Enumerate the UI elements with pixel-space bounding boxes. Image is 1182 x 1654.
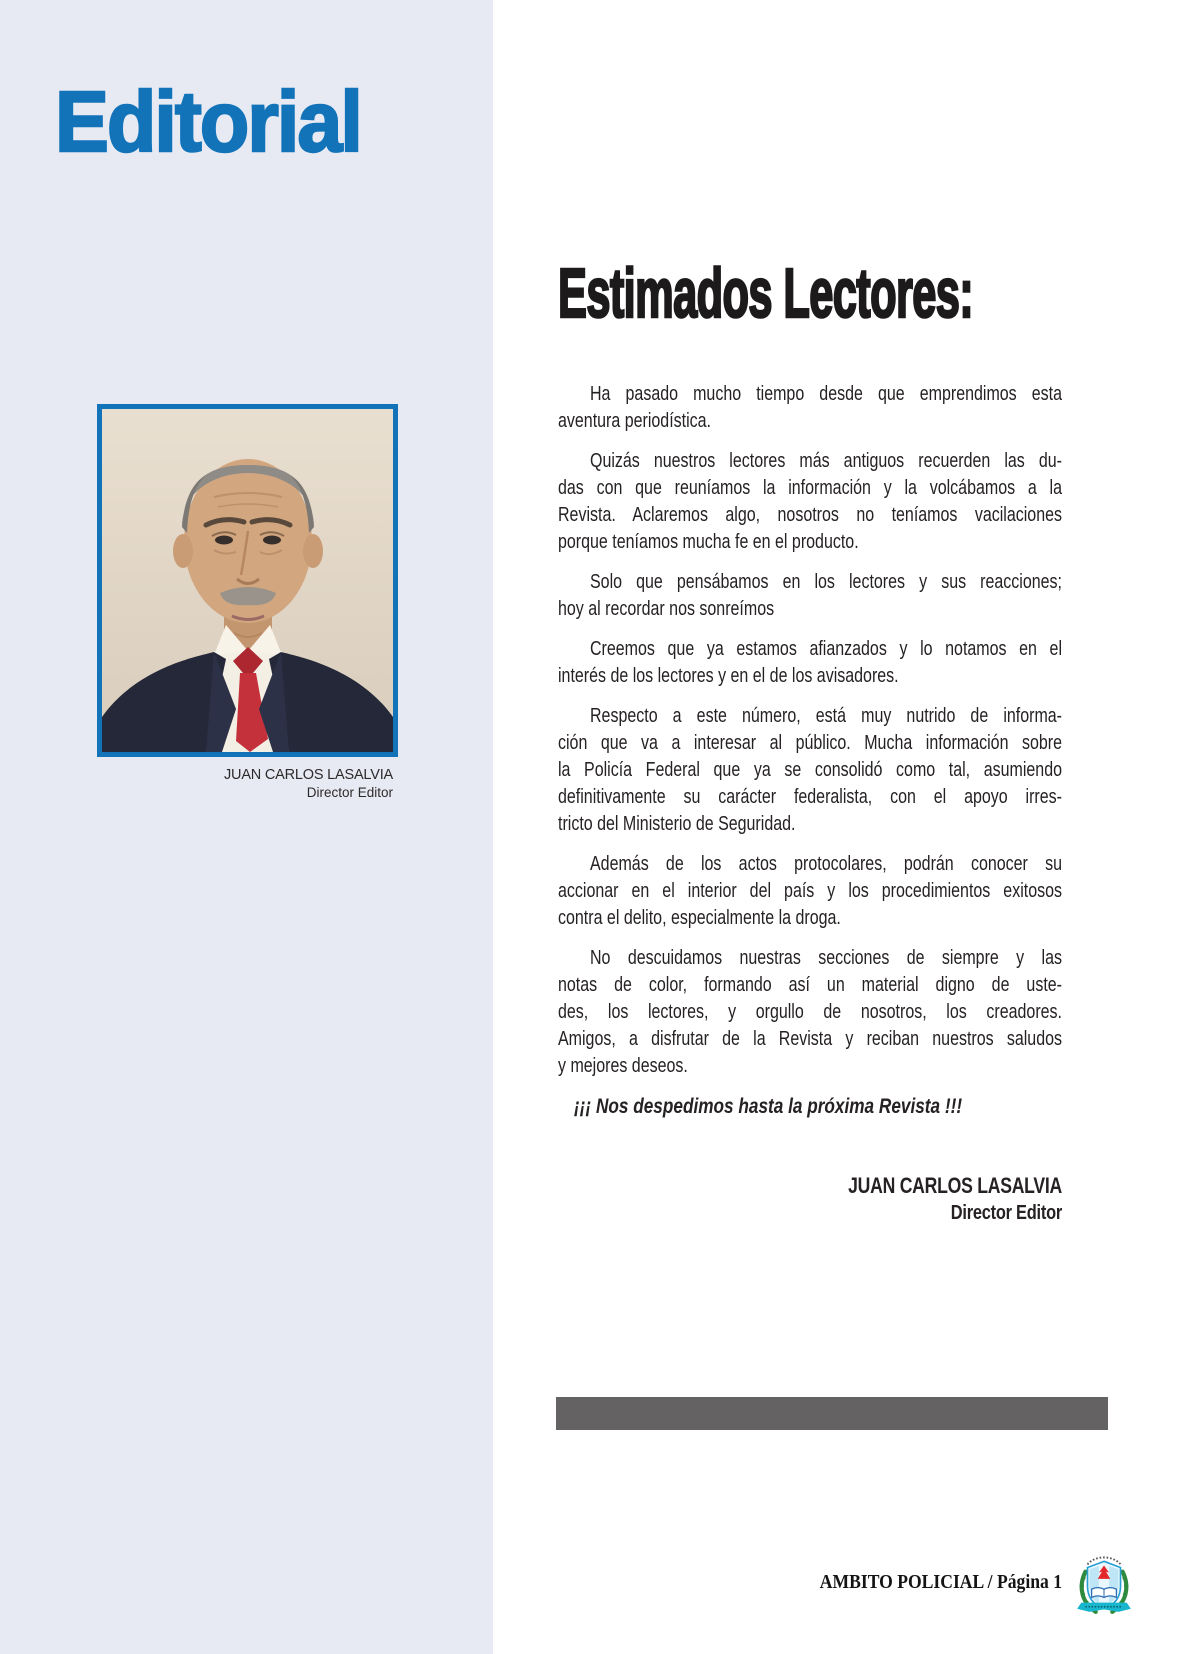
text-line: Creemos que ya estamos afianzados y lo notamos en el — [590, 638, 1062, 660]
gray-divider-bar — [556, 1397, 1108, 1430]
paragraph — [558, 703, 1062, 838]
text-line: la Policía Federal que ya se consolidó como tal, asumiendo — [558, 759, 1062, 781]
text-line: definitivamente su carácter federalista, con el apoyo irres- — [558, 786, 1062, 808]
paragraph — [558, 381, 1062, 435]
signature-role: Director Editor — [950, 1201, 1062, 1224]
text-line: porque teníamos mucha fe en el producto. — [558, 531, 859, 553]
text-line: accionar en el interior del país y los procedimientos exitosos — [558, 880, 1062, 902]
farewell-line: ¡¡¡ Nos despedimos hasta la próxima Revista !!! — [574, 1094, 963, 1118]
portrait-photo — [97, 404, 398, 757]
text-line: Quizás nuestros lectores más antiguos recuerden las du- — [590, 450, 1062, 472]
footer-page-label: AMBITO POLICIAL / Página 1 — [819, 1571, 1062, 1593]
left-lavender-panel — [0, 0, 493, 1654]
text-line: Solo que pensábamos en los lectores y sus reacciones; — [590, 571, 1062, 593]
text-line: aventura periodística. — [558, 410, 711, 432]
paragraph — [558, 448, 1062, 556]
crest-icon — [1073, 1551, 1135, 1615]
portrait-illustration — [102, 409, 393, 752]
paragraph — [558, 945, 1062, 1080]
text-line: Revista. Aclaremos algo, nosotros no teníamos vacilaciones — [558, 504, 1062, 526]
text-line: y mejores deseos. — [558, 1055, 688, 1077]
text-line: hoy al recordar nos sonreímos — [558, 598, 775, 620]
signature-block — [558, 1172, 1062, 1226]
paragraph — [558, 636, 1062, 690]
text-line: Respecto a este número, está muy nutrido de informa- — [590, 705, 1062, 727]
text-line: No descuidamos nuestras secciones de siempre y las — [590, 947, 1062, 969]
text-line: Además de los actos protocolares, podrán conocer su — [590, 853, 1062, 875]
article-heading: Estimados Lectores: — [558, 254, 974, 332]
photo-caption-role: Director Editor — [306, 785, 393, 800]
text-line: interés de los lectores y en el de los avisadores. — [558, 665, 899, 687]
text-line: des, los lectores, y orgullo de nosotros, los creadores. — [558, 1001, 1062, 1023]
paragraph — [558, 851, 1062, 932]
text-line: notas de color, formando así un material digno de uste- — [558, 974, 1062, 996]
photo-caption — [97, 766, 393, 802]
text-line: contra el delito, especialmente la droga. — [558, 907, 841, 929]
paragraph — [558, 569, 1062, 623]
text-line: das con que reuníamos la información y la volcábamos a la — [558, 477, 1062, 499]
section-title: Editorial — [55, 75, 361, 170]
text-line: Ha pasado mucho tiempo desde que emprendimos esta — [590, 383, 1062, 405]
signature-name: JUAN CARLOS LASALVIA — [848, 1173, 1062, 1198]
article-paragraphs — [558, 381, 1062, 1080]
article-body — [558, 381, 1062, 1226]
text-line: tricto del Ministerio de Seguridad. — [558, 813, 796, 835]
ambito-policial-crest-logo — [1073, 1551, 1135, 1615]
text-line: ción que va a interesar al público. Mucha información sobre — [558, 732, 1062, 754]
photo-caption-name: JUAN CARLOS LASALVIA — [224, 767, 393, 783]
text-line: Amigos, a disfrutar de la Revista y reciban nuestros saludos — [558, 1028, 1062, 1050]
